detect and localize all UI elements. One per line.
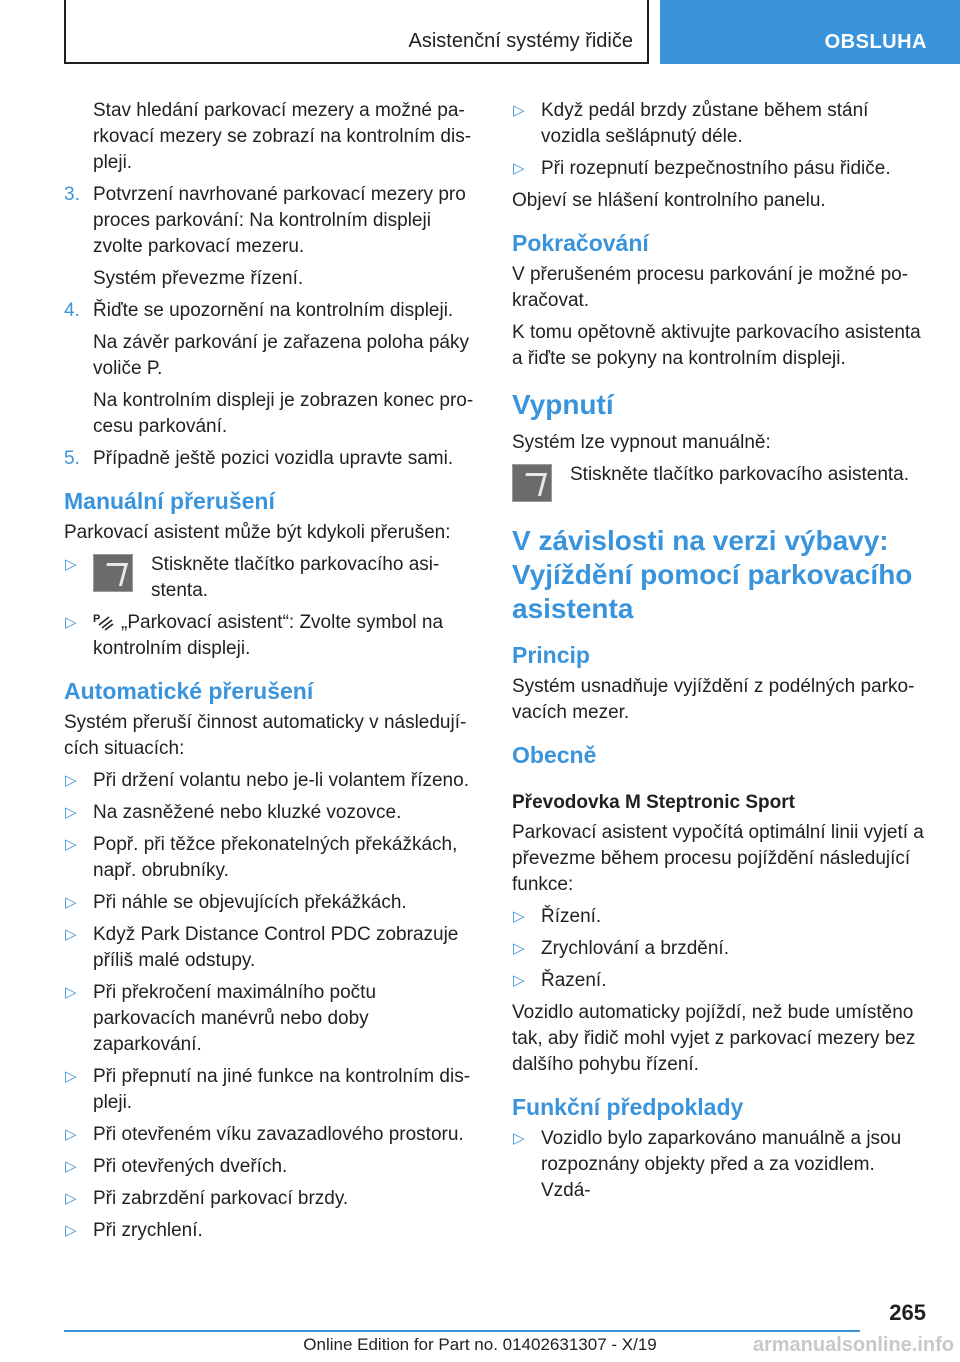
triangle-right-icon: ▷ <box>65 804 77 821</box>
list-item <box>64 800 482 826</box>
step-number: 4. <box>64 300 80 321</box>
list-item <box>64 552 482 604</box>
list-item <box>512 98 926 150</box>
list-item-text: Řazení. <box>541 970 607 991</box>
heading-continue: Pokračování <box>512 230 649 256</box>
triangle-right-icon: ▷ <box>65 1222 77 1239</box>
parking-assistant-button-icon <box>512 464 552 502</box>
list-item-text: Při překročení maximálního počtu parkovacích manévrů nebo doby zaparkování. <box>93 982 377 1055</box>
list-item <box>64 980 482 1058</box>
triangle-right-icon: ▷ <box>513 908 525 925</box>
paragraph-intro: Stav hledání parkovací mezery a možné parkovací mezery se zobrazí na kontrolním displeji. <box>93 100 472 173</box>
triangle-right-icon: ▷ <box>65 1126 77 1143</box>
heading-manual-interrupt: Manuální přerušení <box>64 488 275 514</box>
list-item-text: Při rozepnutí bezpečnostního pásu řidiče. <box>541 158 891 179</box>
triangle-right-icon: ▷ <box>65 614 77 631</box>
list-item <box>64 1154 482 1180</box>
list-item <box>64 1218 482 1244</box>
paragraph-gearbox: Parkovací asistent vypočítá optimální linii vyjetí a převezme během procesu pojíždění následující funkce: <box>512 822 924 895</box>
parking-assistant-button-icon <box>93 554 133 592</box>
heading-principle: Princip <box>512 642 590 668</box>
triangle-right-icon: ▷ <box>65 556 77 573</box>
header-chapter-box <box>660 0 960 64</box>
list-item-text: Když pedál brzdy zůstane během stání vozidla sešlápnutý déle. <box>541 100 869 147</box>
triangle-right-icon: ▷ <box>65 984 77 1001</box>
step-text: Řiďte se upozornění na kontrolním displeji. <box>93 300 454 321</box>
triangle-right-icon: ▷ <box>65 1190 77 1207</box>
list-item-text: Vozidlo bylo zaparkováno manuálně a jsou rozpoznány objekty před a za vozidlem. Vzdá- <box>541 1128 902 1201</box>
paragraph-auto-drive: Vozidlo automaticky pojíždí, než bude umístěno tak, aby řidič mohl vyjet z parkovací mezery bez dalšího pohybu řízení. <box>512 1002 916 1075</box>
list-item <box>512 1126 926 1204</box>
list-item <box>512 904 926 930</box>
triangle-right-icon: ▷ <box>513 940 525 957</box>
step-text: Případně ještě pozici vozidla upravte sami. <box>93 448 454 469</box>
paragraph-continue-1: V přerušeném procesu parkování je možné pokračovat. <box>512 264 909 311</box>
svg-text:P: P <box>93 613 101 625</box>
step-note: Na závěr parkování je zařazena poloha páky voliče P. <box>93 332 470 379</box>
triangle-right-icon: ▷ <box>513 102 525 119</box>
triangle-right-icon: ▷ <box>65 1068 77 1085</box>
step-number: 5. <box>64 448 80 469</box>
list-item-text: Při otevřených dveřích. <box>93 1156 288 1177</box>
step-3 <box>64 182 482 260</box>
list-item-text: Na zasněžené nebo kluzké vozovce. <box>93 802 402 823</box>
paragraph-manual: Parkovací asistent může být kdykoli přerušen: <box>64 522 451 543</box>
list-item-text: Řízení. <box>541 906 602 927</box>
paragraph-switch-off: Systém lze vypnout manuálně: <box>512 432 771 453</box>
list-item <box>64 922 482 974</box>
list-item-text: Při otevřeném víku zavazadlového prostoru. <box>93 1124 464 1145</box>
icon-row <box>93 552 482 604</box>
list-item <box>512 156 926 182</box>
list-item <box>64 610 482 662</box>
heading-auto-interrupt: Automatické přerušení <box>64 678 314 704</box>
step-number: 3. <box>64 184 80 205</box>
triangle-right-icon: ▷ <box>513 1130 525 1147</box>
triangle-right-icon: ▷ <box>65 1158 77 1175</box>
list-item <box>512 968 926 994</box>
triangle-right-icon: ▷ <box>513 160 525 177</box>
step-4 <box>64 298 482 324</box>
auto-interrupt-list <box>64 768 482 1244</box>
list-item <box>64 1122 482 1148</box>
list-item-text: Zrychlování a brzdění. <box>541 938 729 959</box>
footer-edition: Online Edition for Part no. 01402631307 - X/19 <box>303 1335 657 1354</box>
list-item-text: Když Park Distance Control PDC zobrazuje příliš malé odstupy. <box>93 924 459 971</box>
list-item <box>512 936 926 962</box>
heading-switch-off: Vypnutí <box>512 389 614 420</box>
list-item-text: Při držení volantu nebo je-li volantem řízeno. <box>93 770 469 791</box>
page-number: 265 <box>889 1300 926 1325</box>
heading-general: Obecně <box>512 742 597 768</box>
triangle-right-icon: ▷ <box>65 772 77 789</box>
list-item-text: „Parkovací asistent“: Zvolte symbol na kontrolním displeji. <box>93 612 444 659</box>
triangle-right-icon: ▷ <box>65 894 77 911</box>
right-column <box>512 98 926 1210</box>
list-item-text: Při náhle se objevujících překážkách. <box>93 892 407 913</box>
list-item <box>64 1186 482 1212</box>
step-text: Potvrzení navrhované parkovací mezery pro proces parkování: Na kontrolním displeji zvolte parkovací mezeru. <box>93 184 466 257</box>
heading-gearbox: Převodovka M Steptronic Sport <box>512 792 795 813</box>
footer-divider <box>64 1330 860 1332</box>
heading-requirements: Funkční předpoklady <box>512 1094 744 1120</box>
step-5 <box>64 446 482 472</box>
triangle-right-icon: ▷ <box>65 926 77 943</box>
step-note: Na kontrolním displeji je zobrazen konec procesu parkování. <box>93 390 474 437</box>
list-item-text: Při zrychlení. <box>93 1220 203 1241</box>
triangle-right-icon: ▷ <box>65 836 77 853</box>
list-item-text: Při přepnutí na jiné funkce na kontrolním displeji. <box>93 1066 471 1113</box>
list-item-text: Stiskněte tlačítko parkovacího asistenta. <box>151 554 440 601</box>
heading-exit-assistant: V závislosti na verzi výbavy: Vyjíždění pomocí parkovacího asistenta <box>512 525 913 624</box>
header-section-title: Asistenční systémy řidiče <box>408 30 633 52</box>
header-section-box <box>64 0 649 64</box>
list-item-text: Popř. při těžce překonatelných překážkách, např. obrubníky. <box>93 834 458 881</box>
list-item <box>64 832 482 884</box>
list-item-text: Při zabrzdění parkovací brzdy. <box>93 1188 349 1209</box>
paragraph-switch-off-button: Stiskněte tlačítko parkovacího asistenta. <box>570 464 910 485</box>
paragraph-message: Objeví se hlášení kontrolního panelu. <box>512 190 826 211</box>
list-item <box>64 890 482 916</box>
header-chapter-title: OBSLUHA <box>824 31 927 53</box>
step-note: Systém převezme řízení. <box>93 268 304 289</box>
icon-row <box>512 462 926 502</box>
triangle-right-icon: ▷ <box>513 972 525 989</box>
list-item <box>64 768 482 794</box>
left-column <box>64 98 482 1250</box>
paragraph-principle: Systém usnadňuje vyjíždění z podélných parkovacích mezer. <box>512 676 915 723</box>
paragraph-continue-2: K tomu opětovně aktivujte parkovacího asistenta a řiďte se pokyny na kontrolním displeji. <box>512 322 921 369</box>
parking-assistant-symbol-icon <box>93 611 115 631</box>
list-item <box>64 1064 482 1116</box>
watermark: armanualsonline.info <box>752 1334 954 1356</box>
paragraph-auto: Systém přeruší činnost automaticky v následujících situacích: <box>64 712 467 759</box>
